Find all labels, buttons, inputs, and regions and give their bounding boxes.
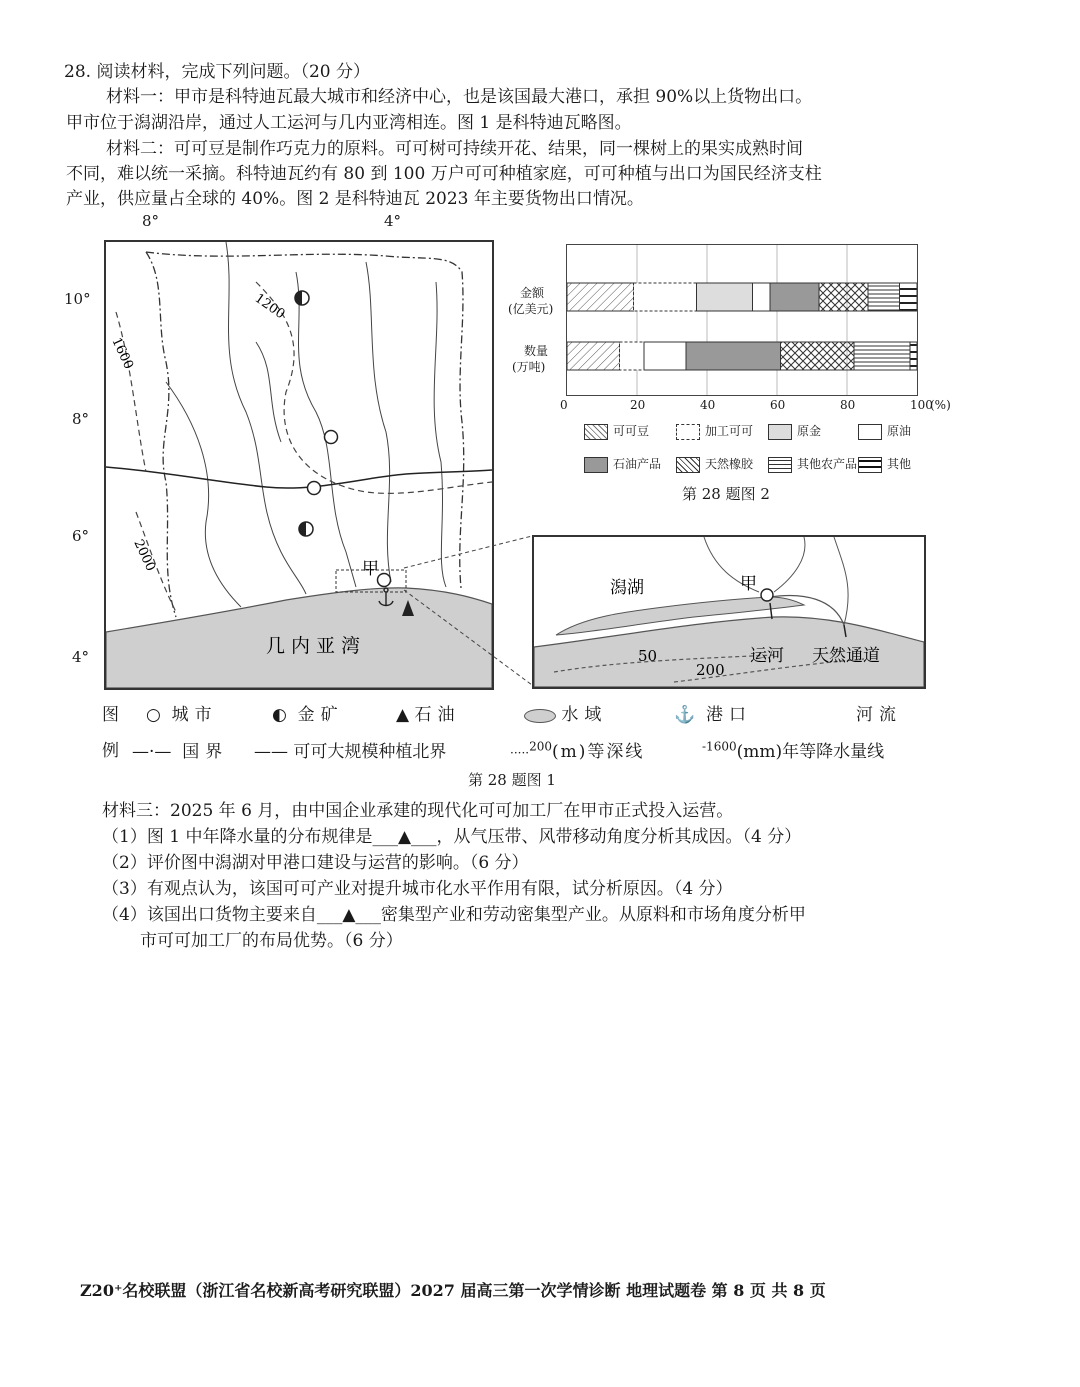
isohyet-label-1200: 1200: [251, 290, 288, 323]
border-line-icon: —·—: [132, 742, 172, 762]
legend-precip-sample: -1600: [702, 739, 737, 754]
chart-cat-2-line-1: 数量: [524, 344, 549, 358]
bar-segment-0-5: [819, 283, 868, 311]
legend-river: [856, 700, 902, 725]
inset-map: [532, 535, 926, 689]
bar-segment-1-3: [644, 342, 686, 370]
legend-port: [674, 700, 752, 725]
bar-segment-0-4: [770, 283, 819, 311]
sub-question-3: （3）有观点认为，该国可可产业对提升城市化水平作用有限，试分析原因。（4 分）: [102, 879, 733, 899]
legend-oil-label: 石油: [414, 705, 461, 725]
bar-segment-0-6: [868, 283, 900, 311]
legend-river-label: 河流: [856, 705, 902, 725]
lat-label-10: 10°: [64, 290, 91, 308]
inset-jia-label: 甲: [740, 574, 757, 594]
legend-swatch-rubber: [676, 457, 700, 473]
water-icon: [524, 709, 556, 723]
legend-water: [524, 700, 607, 725]
legend-gold: 原金: [797, 424, 822, 438]
isohyet-label-1600: 1600: [108, 335, 136, 372]
port-legend-icon: ⚓: [674, 705, 696, 725]
lon-label-4: 4°: [384, 212, 402, 230]
legend-depth-sample: 200: [529, 739, 552, 754]
legend-processed: 加工可可: [705, 424, 754, 438]
inset-natural-label: 天然通道: [812, 646, 880, 666]
page-footer: Z20⁺名校联盟（浙江省名校新高考研究联盟）2027 届高三第一次学情诊断 地理试题卷 第 8 页 共 8 页: [80, 1281, 826, 1300]
chart-x-tick: 60: [770, 398, 786, 412]
legend-city-label: 城市: [171, 705, 218, 725]
inset-depth-50: 50: [638, 647, 658, 665]
legend-petro: 石油产品: [613, 457, 662, 471]
inset-depth-200: 200: [696, 661, 725, 679]
gold-icon: ◐: [272, 705, 287, 725]
legend-city: [146, 700, 218, 725]
legend-tu: 图: [102, 705, 119, 725]
legend-swatch-other-agri: [768, 457, 792, 473]
chart-x-unit: (%): [930, 398, 951, 412]
bar-segment-1-0: [567, 342, 620, 370]
sub-question-4-line-1: （4）该国出口货物主要来自___▲___密集型产业和劳动密集型产业。从原料和市场角度分析甲: [102, 905, 806, 925]
legend-border: [132, 737, 228, 762]
legend-swatch-gold: [768, 424, 792, 440]
bar-segment-1-7: [910, 342, 917, 370]
sub-question-2: （2）评价图中潟湖对甲港口建设与运营的影响。（6 分）: [102, 853, 529, 873]
question-header: 28. 阅读材料，完成下列问题。（20 分）: [64, 62, 370, 82]
legend-li: 例: [102, 741, 119, 761]
bar-segment-1-6: [854, 342, 910, 370]
legend-cocoa: 可可豆: [613, 424, 650, 438]
lat-label-8: 8°: [72, 410, 90, 428]
sub-question-1: （1）图 1 中年降水量的分布规律是___▲___，从气压带、风带移动角度分析其成因。（4 分）: [102, 827, 802, 847]
legend-gold: [272, 700, 344, 725]
bar-segment-0-7: [900, 283, 918, 311]
chart-x-tick: 40: [700, 398, 716, 412]
chart-x-tick: 0: [560, 398, 568, 412]
bar-segment-1-4: [686, 342, 781, 370]
material-1-line-2: 甲市位于潟湖沿岸，通过人工运河与几内亚湾相连。图 1 是科特迪瓦略图。: [66, 113, 632, 133]
material-2-line-3: 产业，供应量占全球的 40%。图 2 是科特迪瓦 2023 年主要货物出口情况。: [66, 189, 644, 209]
city-icon: ○: [146, 705, 161, 725]
bar-segment-0-1: [634, 283, 697, 311]
solid-line-icon: ——: [254, 742, 288, 762]
legend-precip-label: (mm)年等降水量线: [736, 742, 885, 762]
legend-crude: 原油: [887, 424, 912, 438]
figure-2-caption: 第 28 题图 2: [682, 485, 770, 503]
legend-gold-label: 金矿: [297, 705, 344, 725]
legend-cocoa-limit-label: 可可大规模种植北界: [293, 742, 447, 762]
isohyet-label-2000: 2000: [130, 537, 158, 574]
legend-cocoa-limit: [254, 737, 446, 762]
bar-segment-0-0: [567, 283, 634, 311]
legend-swatch-cocoa: [584, 424, 608, 440]
sub-question-4-line-2: 市可可加工厂的布局优势。（6 分）: [140, 931, 403, 951]
bar-segment-0-2: [697, 283, 753, 311]
legend-border-label: 国界: [182, 742, 229, 762]
city-jia-label: 甲: [362, 559, 379, 579]
figure-1-caption: 第 28 题图 1: [468, 771, 556, 789]
legend-depth: [510, 737, 644, 762]
chart-cat-2-line-2: (万吨): [512, 360, 546, 374]
legend-other: 其他: [887, 457, 912, 471]
legend-port-label: 港口: [705, 705, 752, 725]
inset-canal-label: 运河: [750, 646, 784, 666]
chart-cat-1-line-1: 金额: [520, 286, 545, 300]
export-chart: [566, 244, 918, 396]
gulf-label: 几内亚湾: [266, 635, 367, 657]
oil-legend-icon: ▲: [396, 705, 410, 725]
chart-x-tick: 80: [840, 398, 856, 412]
bar-segment-0-3: [753, 283, 771, 311]
material-1-line-1: 材料一：甲市是科特迪瓦最大城市和经济中心，也是该国最大港口，承担 90%以上货物出口。: [106, 87, 813, 107]
inset-lagoon-label: 潟湖: [610, 578, 644, 598]
legend-other-agri: 其他农产品: [797, 457, 858, 471]
chart-x-tick: 100: [910, 398, 933, 412]
legend-oil: [396, 700, 460, 725]
chart-x-tick: 20: [630, 398, 646, 412]
legend-swatch-other: [858, 457, 882, 473]
legend-rubber: 天然橡胶: [705, 457, 754, 471]
material-2-line-2: 不同，难以统一采摘。科特迪瓦约有 80 到 100 万户可可种植家庭，可可种植与出口为国民经济支柱: [66, 164, 822, 184]
material-2-line-1: 材料二：可可豆是制作巧克力的原料。可可树可持续开花、结果，同一棵树上的果实成熟时间: [106, 139, 803, 159]
bar-segment-1-5: [781, 342, 855, 370]
lat-label-6: 6°: [72, 527, 90, 545]
legend-precip: [702, 737, 884, 762]
legend-swatch-processed: [676, 424, 700, 440]
depth-line-icon: ·····: [510, 746, 530, 760]
legend-depth-label: (m)等深线: [551, 742, 645, 762]
lat-label-4: 4°: [72, 648, 90, 666]
chart-cat-1-line-2: (亿美元): [508, 302, 554, 316]
bar-segment-1-1: [620, 342, 645, 370]
legend-swatch-petro: [584, 457, 608, 473]
lon-label-8: 8°: [142, 212, 160, 230]
legend-swatch-crude: [858, 424, 882, 440]
material-3: 材料三：2025 年 6 月，由中国企业承建的现代化可可加工厂在甲市正式投入运营。: [102, 801, 734, 821]
legend-water-label: 水域: [561, 705, 608, 725]
